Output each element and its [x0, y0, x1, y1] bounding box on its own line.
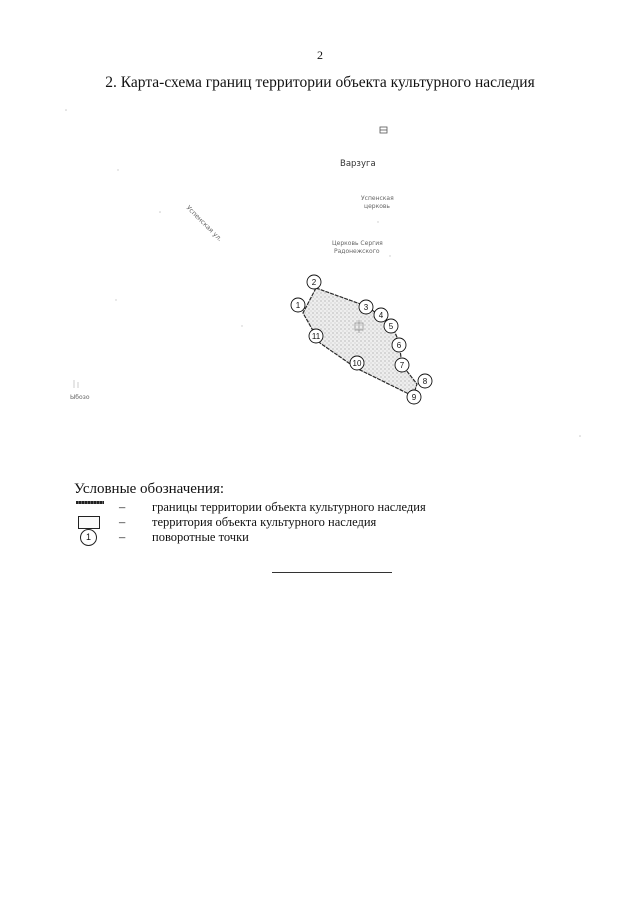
territory-rect-symbol	[74, 515, 106, 529]
turning-point-label: 6	[396, 341, 402, 350]
closing-rule	[272, 572, 392, 573]
legend-text: границы территории объекта культурного наследия	[152, 500, 426, 514]
church-label-line2: церковь	[364, 203, 390, 210]
legend-dash: –	[119, 515, 126, 529]
church2-label-line2: Радонежского	[334, 248, 380, 255]
legend-dash: –	[119, 500, 126, 514]
turning-point-label: 7	[399, 361, 405, 370]
church2-label-line1: Церковь Сергия	[332, 240, 383, 247]
legend-title: Условные обозначения:	[74, 481, 225, 497]
map-symbol-icon	[380, 127, 387, 133]
turning-point-label: 2	[311, 278, 317, 287]
turning-point-label: 4	[378, 311, 384, 320]
legend-item-turning-points	[74, 530, 494, 544]
turning-point-symbol	[74, 530, 106, 544]
turning-point-label: 8	[422, 377, 428, 386]
legend-item-territory	[74, 515, 494, 529]
document-title: 2. Карта-схема границ территории объекта культурного наследия	[105, 74, 535, 91]
turning-point-label: 11	[311, 332, 321, 341]
church-label-line1: Успенская	[361, 195, 394, 202]
side-label: Ыбозо	[70, 394, 90, 401]
turning-point-label: 1	[295, 301, 301, 310]
cultural-heritage-map	[0, 100, 640, 440]
village-label: Варзуга	[340, 159, 376, 169]
street-label: Успенская ул.	[184, 203, 224, 244]
boundary-line-symbol	[74, 500, 106, 514]
legend-item-boundary	[74, 500, 494, 514]
side-marker-icon	[74, 380, 78, 388]
map-background-specks	[65, 109, 581, 437]
turning-point-label: 3	[363, 303, 369, 312]
page-number: 2	[317, 48, 323, 62]
legend-text: поворотные точки	[152, 530, 249, 544]
turning-point-label: 5	[388, 322, 394, 331]
turning-point-label: 10	[352, 359, 362, 368]
legend-dash: –	[119, 530, 126, 544]
legend-text: территория объекта культурного наследия	[152, 515, 377, 529]
turning-point-label: 9	[411, 393, 417, 402]
turning-point-symbol-label: 1	[80, 529, 97, 546]
